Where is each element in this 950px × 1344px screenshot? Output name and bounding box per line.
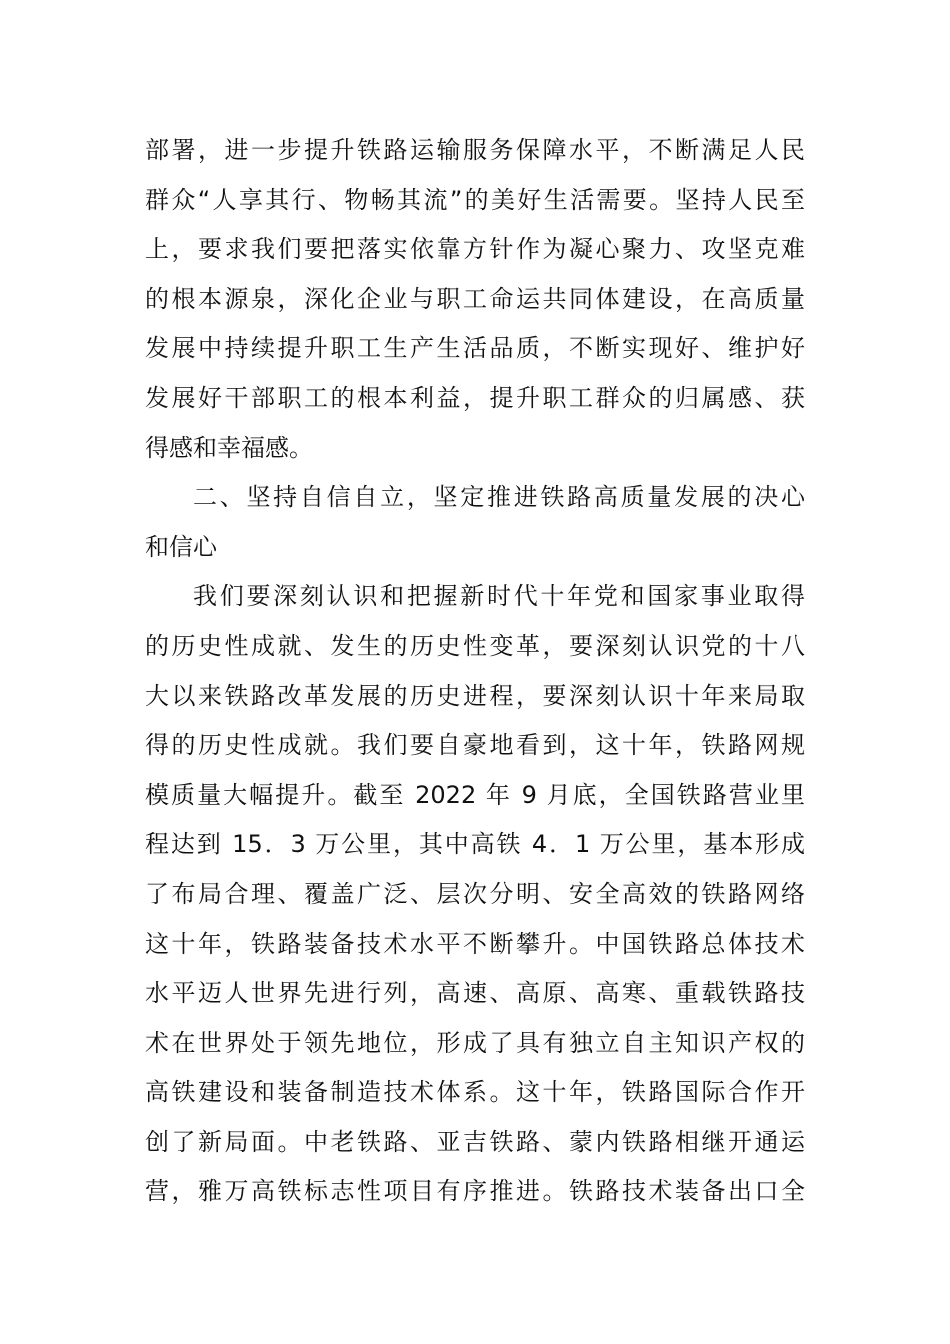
- text-line: 上，要求我们要把落实依靠方针作为凝心聚力、攻坚克难: [145, 235, 805, 264]
- text-line: 这十年，铁路装备技术水平不断攀升。中国铁路总体技术: [145, 929, 805, 958]
- section-heading: 二、坚持自信自立，坚定推进铁路高质量发展的决心: [193, 483, 805, 512]
- text-line: 的根本源泉，深化企业与职工命运共同体建设，在高质量: [145, 284, 805, 313]
- text-line: 得感和幸福感。: [145, 433, 313, 462]
- text-line: 术在世界处于领先地位，形成了具有独立自主知识产权的: [145, 1028, 805, 1057]
- text-line: 模质量大幅提升。截至 2022 年 9 月底，全国铁路营业里: [145, 780, 805, 809]
- text-line: 我们要深刻认识和把握新时代十年党和国家事业取得: [193, 582, 805, 611]
- text-line: 高铁建设和装备制造技术体系。这十年，铁路国际合作开: [145, 1078, 805, 1107]
- text-line: 营，雅万高铁标志性项目有序推进。铁路技术装备出口全: [145, 1177, 805, 1206]
- text-line: 程达到 15．3 万公里，其中高铁 4．1 万公里，基本形成: [145, 830, 805, 859]
- text-line: 部署，进一步提升铁路运输服务保障水平，不断满足人民: [145, 136, 805, 164]
- text-line: 得的历史性成就。我们要自豪地看到，这十年，铁路网规: [145, 731, 805, 760]
- body-text: [145, 126, 805, 1217]
- text-line: 了布局合理、覆盖广泛、层次分明、安全高效的铁路网络: [145, 879, 805, 908]
- text-line: 大以来铁路改革发展的历史进程，要深刻认识十年来局取: [145, 681, 805, 710]
- text-line: 创了新局面。中老铁路、亚吉铁路、蒙内铁路相继开通运: [145, 1127, 805, 1156]
- text-line: 发展中持续提升职工生产生活品质，不断实现好、维护好: [145, 334, 805, 363]
- section-heading-continued: 和信心: [145, 532, 217, 561]
- text-line: 群众“人享其行、物畅其流”的美好生活需要。坚持人民至: [145, 185, 805, 214]
- text-line: 水平迈人世界先进行列，高速、高原、高寒、重载铁路技: [145, 979, 805, 1008]
- text-line: 发展好干部职工的根本利益，提升职工群众的归属感、获: [145, 383, 805, 412]
- text-line: 的历史性成就、发生的历史性变革，要深刻认识党的十八: [145, 631, 805, 660]
